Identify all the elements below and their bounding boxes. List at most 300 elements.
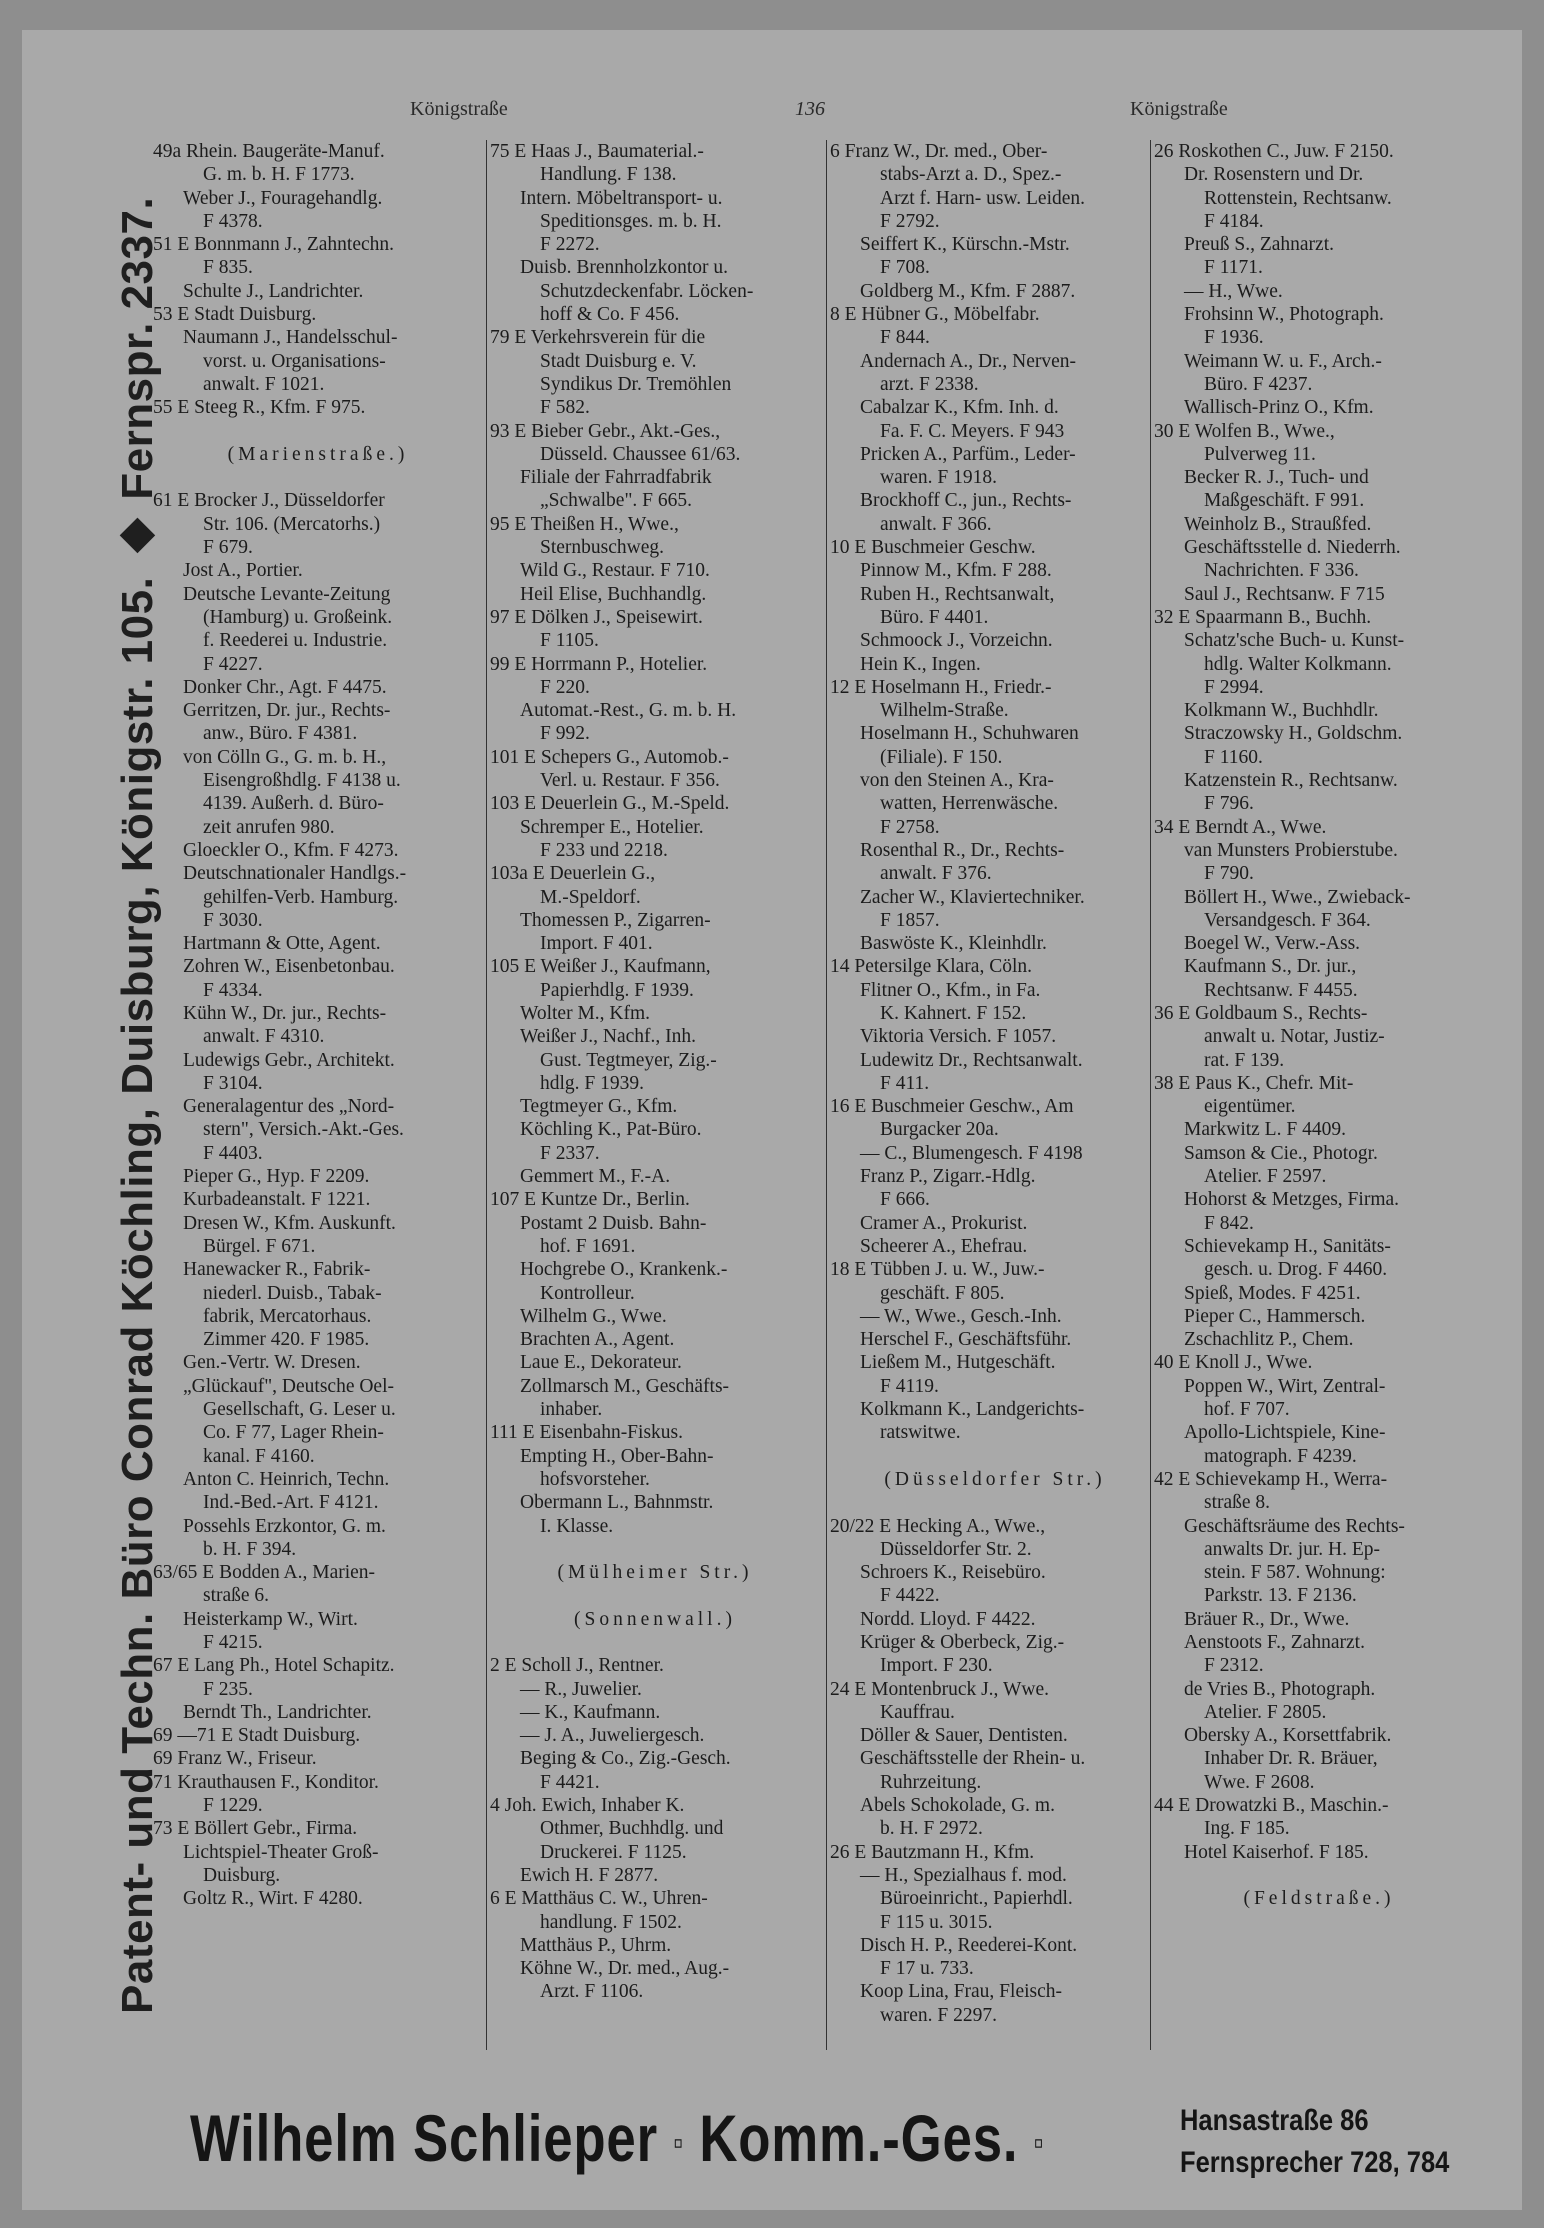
directory-line: 42 E Schievekamp H., Werra- bbox=[1154, 1468, 1388, 1490]
directory-line: Ewich H. F 2877. bbox=[520, 1864, 659, 1886]
directory-line: F 842. bbox=[1204, 1212, 1254, 1234]
directory-line: Koop Lina, Frau, Fleisch- bbox=[860, 1981, 1063, 2003]
square-ornament-icon: ▫ bbox=[673, 2124, 684, 2163]
spacer bbox=[830, 1491, 1160, 1514]
spacer bbox=[1154, 1864, 1484, 1887]
directory-line: Ruben H., Rechtsanwalt, bbox=[860, 583, 1055, 605]
directory-line: Tegtmeyer G., Kfm. bbox=[520, 1096, 678, 1118]
directory-line: F 235. bbox=[203, 1678, 253, 1700]
directory-line: hdlg. F 1939. bbox=[540, 1072, 645, 1094]
directory-line: Poppen W., Wirt, Zentral- bbox=[1184, 1375, 1386, 1397]
directory-line: F 796. bbox=[1204, 793, 1254, 815]
directory-line: hof. F 707. bbox=[1204, 1399, 1290, 1421]
directory-line: gesch. u. Drog. F 4460. bbox=[1204, 1259, 1388, 1281]
directory-line: Intern. Möbeltransport- u. bbox=[520, 187, 723, 209]
directory-line: Katzenstein R., Rechtsanw. bbox=[1184, 770, 1398, 792]
directory-line: F 4334. bbox=[203, 979, 263, 1001]
directory-line: Kauffrau. bbox=[880, 1701, 955, 1723]
directory-line: F 790. bbox=[1204, 863, 1254, 885]
directory-line: F 4403. bbox=[203, 1142, 263, 1164]
directory-line: Zollmarsch M., Geschäfts- bbox=[520, 1375, 730, 1397]
directory-line: Heil Elise, Buchhandlg. bbox=[520, 583, 707, 605]
directory-line: eigentümer. bbox=[1204, 1096, 1296, 1118]
directory-line: Pieper G., Hyp. F 2209. bbox=[183, 1166, 370, 1188]
directory-line: Import. F 401. bbox=[540, 933, 653, 955]
directory-line: ratswitwe. bbox=[880, 1422, 961, 1444]
directory-line: Laue E., Dekorateur. bbox=[520, 1352, 682, 1374]
directory-column-3 bbox=[830, 140, 1160, 2027]
directory-line: 95 E Theißen H., Wwe., bbox=[490, 513, 679, 535]
directory-line: 4 Joh. Ewich, Inhaber K. bbox=[490, 1795, 685, 1817]
directory-line: 20/22 E Hecking A., Wwe., bbox=[830, 1515, 1046, 1537]
directory-line: Aenstoots F., Zahnarzt. bbox=[1184, 1632, 1365, 1653]
directory-line: Versandgesch. F 364. bbox=[1204, 909, 1371, 931]
directory-line: straße 8. bbox=[1204, 1492, 1271, 1514]
directory-line: Gemmert M., F.-A. bbox=[520, 1166, 671, 1188]
directory-line: Generalagentur des „Nord- bbox=[183, 1096, 395, 1118]
directory-line: Ludewigs Gebr., Architekt. bbox=[183, 1049, 395, 1071]
directory-line: de Vries B., Photograph. bbox=[1184, 1678, 1376, 1700]
directory-line: Arzt f. Harn- usw. Leiden. bbox=[880, 187, 1086, 209]
directory-line: Disch H. P., Reederei-Kont. bbox=[860, 1934, 1078, 1956]
spacer bbox=[830, 1445, 1160, 1468]
directory-line: F 1229. bbox=[203, 1795, 263, 1817]
directory-line: fabrik, Mercatorhaus. bbox=[203, 1305, 372, 1327]
directory-line: F 4378. bbox=[203, 210, 263, 232]
directory-line: von den Steinen A., Kra- bbox=[860, 770, 1054, 792]
directory-line: 61 E Brocker J., Düsseldorfer bbox=[153, 490, 385, 512]
directory-line: Gesellschaft, G. Leser u. bbox=[203, 1399, 396, 1421]
directory-line: F 4215. bbox=[203, 1632, 263, 1653]
directory-line: F 2272. bbox=[540, 234, 600, 256]
directory-line: Speditionsges. m. b. H. bbox=[540, 210, 722, 232]
directory-line: Dresen W., Kfm. Auskunft. bbox=[183, 1212, 396, 1234]
directory-line: Druckerei. F 1125. bbox=[540, 1841, 687, 1863]
directory-column-4 bbox=[1154, 140, 1484, 1911]
directory-line: — R., Juwelier. bbox=[520, 1678, 642, 1700]
directory-line: 34 E Berndt A., Wwe. bbox=[1154, 816, 1327, 838]
directory-line: Postamt 2 Duisb. Bahn- bbox=[520, 1212, 707, 1234]
directory-line: Ließem M., Hutgeschäft. bbox=[860, 1352, 1056, 1374]
directory-line: Ruhrzeitung. bbox=[880, 1771, 982, 1793]
directory-line: Anton C. Heinrich, Techn. bbox=[183, 1468, 390, 1490]
directory-line: F 2758. bbox=[880, 816, 940, 838]
directory-line: 14 Petersilge Klara, Cöln. bbox=[830, 956, 1032, 978]
directory-line: F 220. bbox=[540, 676, 590, 698]
directory-line: 53 E Stadt Duisburg. bbox=[153, 304, 317, 326]
directory-line: F 2312. bbox=[1204, 1655, 1264, 1677]
directory-line: F 4184. bbox=[1204, 210, 1264, 232]
directory-line: niederl. Duisb., Tabak- bbox=[203, 1282, 382, 1304]
ad-company-name: Wilhelm Schlieper bbox=[190, 2101, 658, 2175]
directory-line: waren. F 1918. bbox=[880, 467, 997, 489]
directory-line: kanal. F 4160. bbox=[203, 1445, 315, 1467]
directory-line: Parkstr. 13. F 2136. bbox=[1204, 1585, 1357, 1607]
directory-line: 69 —71 E Stadt Duisburg. bbox=[153, 1725, 361, 1747]
directory-line: Schulte J., Landrichter. bbox=[183, 280, 364, 302]
directory-line: Inhaber Dr. R. Bräuer, bbox=[1204, 1748, 1378, 1770]
directory-line: Büro. F 4401. bbox=[880, 606, 989, 628]
directory-line: Rechtsanw. F 4455. bbox=[1204, 979, 1358, 1001]
directory-line: — K., Kaufmann. bbox=[520, 1701, 661, 1723]
directory-line: Hartmann & Otte, Agent. bbox=[183, 933, 381, 955]
directory-line: F 708. bbox=[880, 257, 930, 279]
directory-line: Kolkmann W., Buchhdlr. bbox=[1184, 700, 1379, 722]
directory-line: Brockhoff C., jun., Rechts- bbox=[860, 490, 1072, 512]
directory-line: Gust. Tegtmeyer, Zig.- bbox=[540, 1049, 717, 1071]
directory-line: Viktoria Versich. F 1057. bbox=[860, 1026, 1057, 1048]
directory-line: Schroers K., Reisebüro. bbox=[860, 1562, 1046, 1584]
directory-line: anwalt. F 4310. bbox=[203, 1026, 325, 1048]
ad-company-type: Komm.-Ges. bbox=[699, 2101, 1019, 2175]
directory-line: Schmoock J., Vorzeichn. bbox=[860, 630, 1053, 652]
directory-line: F 1171. bbox=[1204, 257, 1263, 279]
directory-line: „Glückauf", Deutsche Oel- bbox=[183, 1375, 394, 1397]
directory-line: 55 E Steeg R., Kfm. F 975. bbox=[153, 397, 366, 419]
directory-line: 24 E Montenbruck J., Wwe. bbox=[830, 1678, 1049, 1700]
directory-line: f. Reederei u. Industrie. bbox=[203, 630, 388, 652]
directory-line: Duisb. Brennholzkontor u. bbox=[520, 257, 728, 279]
directory-line: anw., Büro. F 4381. bbox=[203, 723, 358, 745]
directory-line: Matthäus P., Uhrm. bbox=[520, 1934, 672, 1956]
directory-line: Bürgel. F 671. bbox=[203, 1235, 316, 1257]
directory-line: F 3030. bbox=[203, 909, 263, 931]
directory-line: Dr. Rosenstern und Dr. bbox=[1184, 164, 1364, 186]
directory-line: Frohsinn W., Photograph. bbox=[1184, 304, 1384, 326]
directory-line: Spieß, Modes. F 4251. bbox=[1184, 1282, 1361, 1304]
ad-address: Hansastraße 86 bbox=[1180, 2104, 1369, 2137]
side-advertisement: Patent- und Techn. Büro Conrad Köchling, Duisburg, Königstr. 105. ◆ Fernspr. 2337. bbox=[113, 196, 162, 2014]
directory-line: (Hamburg) u. Großeink. bbox=[203, 606, 393, 628]
directory-line: Geschäftsräume des Rechts- bbox=[1184, 1515, 1405, 1537]
directory-line: Empting H., Ober-Bahn- bbox=[520, 1445, 714, 1467]
directory-line: Flitner O., Kfm., in Fa. bbox=[860, 979, 1041, 1001]
directory-line: Hotel Kaiserhof. F 185. bbox=[1184, 1841, 1369, 1863]
directory-line: 4139. Außerh. d. Büro- bbox=[203, 793, 384, 815]
directory-line: Becker R. J., Tuch- und bbox=[1184, 467, 1369, 489]
directory-line: 26 Roskothen C., Juw. F 2150. bbox=[1154, 141, 1394, 162]
directory-line: (Filiale). F 150. bbox=[880, 746, 1003, 768]
directory-line: Büroeinricht., Papierhdl. bbox=[880, 1888, 1073, 1910]
directory-line: Kontrolleur. bbox=[540, 1282, 635, 1304]
directory-line: Krüger & Oberbeck, Zig.- bbox=[860, 1632, 1065, 1653]
directory-line: F 2792. bbox=[880, 210, 940, 232]
directory-line: Heisterkamp W., Wirt. bbox=[183, 1608, 358, 1630]
directory-line: Abels Schokolade, G. m. bbox=[860, 1795, 1055, 1817]
directory-line: Import. F 230. bbox=[880, 1655, 993, 1677]
directory-line: F 844. bbox=[880, 327, 930, 349]
header-street-right: Königstraße bbox=[1130, 98, 1228, 120]
directory-line: 2 E Scholl J., Rentner. bbox=[490, 1655, 664, 1677]
ad-phone: Fernsprecher 728, 784 bbox=[1180, 2146, 1450, 2179]
directory-line: Duisburg. bbox=[203, 1864, 281, 1886]
directory-line: Kaufmann S., Dr. jur., bbox=[1184, 956, 1357, 978]
directory-line: 12 E Hoselmann H., Friedr.- bbox=[830, 676, 1052, 698]
directory-line: stabs-Arzt a. D., Spez.- bbox=[880, 164, 1062, 186]
bottom-advertisement bbox=[190, 2100, 1490, 2200]
directory-line: Goltz R., Wirt. F 4280. bbox=[183, 1888, 363, 1910]
directory-line: Burgacker 20a. bbox=[880, 1119, 999, 1141]
directory-line: Jost A., Portier. bbox=[183, 560, 303, 582]
directory-line: hofsvorsteher. bbox=[540, 1468, 650, 1490]
directory-line: Ing. F 185. bbox=[1204, 1818, 1290, 1840]
directory-line: 40 E Knoll J., Wwe. bbox=[1154, 1352, 1313, 1374]
directory-line: Atelier. F 2597. bbox=[1204, 1166, 1327, 1188]
directory-line: stein. F 587. Wohnung: bbox=[1204, 1562, 1386, 1584]
directory-line: Düsseld. Chaussee 61/63. bbox=[540, 443, 741, 465]
directory-line: Pulverweg 11. bbox=[1204, 443, 1316, 465]
street-heading: (Sonnenwall.) bbox=[574, 1608, 736, 1630]
directory-line: 103a E Deuerlein G., bbox=[490, 863, 656, 885]
directory-line: Hoselmann H., Schuhwaren bbox=[860, 723, 1079, 745]
directory-line: vorst. u. Organisations- bbox=[203, 350, 386, 372]
spacer bbox=[490, 1538, 820, 1561]
directory-line: Automat.-Rest., G. m. b. H. bbox=[520, 700, 737, 722]
directory-line: Düsseldorfer Str. 2. bbox=[880, 1538, 1032, 1560]
directory-line: Pieper C., Hammersch. bbox=[1184, 1305, 1366, 1327]
ad-company-line bbox=[190, 2100, 1044, 2176]
directory-line: anwalt. F 366. bbox=[880, 513, 992, 535]
directory-line: Weimann W. u. F., Arch.- bbox=[1184, 350, 1382, 372]
directory-line: Obersky A., Korsettfabrik. bbox=[1184, 1725, 1392, 1747]
street-heading: (Düsseldorfer Str.) bbox=[884, 1468, 1106, 1490]
directory-line: Wilhelm-Straße. bbox=[880, 700, 1009, 722]
directory-line: F 1105. bbox=[540, 630, 599, 652]
directory-line: Saul J., Rechtsanw. F 715 bbox=[1184, 583, 1385, 605]
directory-line: Gen.-Vertr. W. Dresen. bbox=[183, 1352, 361, 1374]
directory-line: 103 E Deuerlein G., M.-Speld. bbox=[490, 793, 730, 815]
directory-line: Handlung. F 138. bbox=[540, 164, 677, 186]
directory-line: Döller & Sauer, Dentisten. bbox=[860, 1725, 1068, 1747]
directory-line: Filiale der Fahrradfabrik bbox=[520, 467, 712, 489]
directory-line: Naumann J., Handelsschul- bbox=[183, 327, 398, 349]
directory-line: Sternbuschweg. bbox=[540, 537, 665, 559]
directory-line: Wolter M., Kfm. bbox=[520, 1002, 651, 1024]
directory-line: watten, Herrenwäsche. bbox=[880, 793, 1059, 815]
directory-line: Berndt Th., Landrichter. bbox=[183, 1701, 372, 1723]
directory-line: 26 E Bautzmann H., Kfm. bbox=[830, 1841, 1035, 1863]
directory-line: straße 6. bbox=[203, 1585, 270, 1607]
directory-line: matograph. F 4239. bbox=[1204, 1445, 1357, 1467]
directory-line: Büro. F 4237. bbox=[1204, 373, 1313, 395]
directory-line: Samson & Cie., Photogr. bbox=[1184, 1142, 1378, 1164]
directory-line: von Cölln G., G. m. b. H., bbox=[183, 746, 387, 768]
directory-line: Cabalzar K., Kfm. Inh. d. bbox=[860, 397, 1059, 419]
directory-line: 18 E Tübben J. u. W., Juw.- bbox=[830, 1259, 1045, 1281]
directory-line: rat. F 139. bbox=[1204, 1049, 1285, 1071]
directory-line: Papierhdlg. F 1939. bbox=[540, 979, 694, 1001]
directory-line: 8 E Hübner G., Möbelfabr. bbox=[830, 304, 1040, 326]
directory-line: 36 E Goldbaum S., Rechts- bbox=[1154, 1002, 1368, 1024]
directory-line: Ind.-Bed.-Art. F 4121. bbox=[203, 1492, 379, 1514]
directory-line: Schievekamp H., Sanitäts- bbox=[1184, 1235, 1391, 1257]
directory-line: Ludewitz Dr., Rechtsanwalt. bbox=[860, 1049, 1083, 1071]
street-heading: (Feldstraße.) bbox=[1243, 1888, 1395, 1910]
directory-line: 75 E Haas J., Baumaterial.- bbox=[490, 141, 704, 162]
directory-line: I. Klasse. bbox=[540, 1515, 614, 1537]
directory-line: b. H. F 2972. bbox=[880, 1818, 983, 1840]
directory-line: F 679. bbox=[203, 537, 253, 559]
directory-line: Scheerer A., Ehefrau. bbox=[860, 1235, 1028, 1257]
directory-line: Bräuer R., Dr., Wwe. bbox=[1184, 1608, 1350, 1630]
directory-line: 105 E Weißer J., Kaufmann, bbox=[490, 956, 711, 978]
directory-line: Rottenstein, Rechtsanw. bbox=[1204, 187, 1392, 209]
directory-line: F 4422. bbox=[880, 1585, 940, 1607]
spacer bbox=[153, 466, 483, 489]
directory-line: Maßgeschäft. F 991. bbox=[1204, 490, 1365, 512]
directory-line: Nordd. Lloyd. F 4422. bbox=[860, 1608, 1036, 1630]
directory-line: Pinnow M., Kfm. F 288. bbox=[860, 560, 1052, 582]
directory-line: Schatz'sche Buch- u. Kunst- bbox=[1184, 630, 1405, 652]
header-street-left: Königstraße bbox=[410, 98, 508, 120]
directory-line: Deutsche Levante-Zeitung bbox=[183, 583, 391, 605]
directory-line: Syndikus Dr. Tremöhlen bbox=[540, 373, 732, 395]
directory-line: Arzt. F 1106. bbox=[540, 1981, 644, 2003]
directory-line: 38 E Paus K., Chefr. Mit- bbox=[1154, 1072, 1354, 1094]
directory-line: F 115 u. 3015. bbox=[880, 1911, 993, 1933]
directory-line: Weber J., Fouragehandlg. bbox=[183, 187, 383, 209]
directory-line: Hein K., Ingen. bbox=[860, 653, 981, 675]
directory-line: Schutzdeckenfabr. Löcken- bbox=[540, 280, 754, 302]
directory-line: 93 E Bieber Gebr., Akt.-Ges., bbox=[490, 420, 721, 442]
directory-line: Atelier. F 2805. bbox=[1204, 1701, 1327, 1723]
directory-line: F 1160. bbox=[1204, 746, 1263, 768]
directory-line: — J. A., Juweliergesch. bbox=[520, 1725, 705, 1747]
directory-line: Kolkmann K., Landgerichts- bbox=[860, 1399, 1085, 1421]
directory-line: Geschäftsstelle der Rhein- u. bbox=[860, 1748, 1086, 1770]
directory-line: F 4227. bbox=[203, 653, 263, 675]
directory-line: F 666. bbox=[880, 1189, 930, 1211]
directory-line: Goldberg M., Kfm. F 2887. bbox=[860, 280, 1076, 302]
directory-line: van Munsters Probierstube. bbox=[1184, 839, 1398, 861]
directory-line: Lichtspiel-Theater Groß- bbox=[183, 1841, 379, 1863]
directory-line: stern", Versich.-Akt.-Ges. bbox=[203, 1119, 404, 1141]
directory-line: Fa. F. C. Meyers. F 943 bbox=[880, 420, 1065, 442]
directory-line: Apollo-Lichtspiele, Kine- bbox=[1184, 1422, 1386, 1444]
directory-line: „Schwalbe". F 665. bbox=[540, 490, 693, 512]
directory-line: F 3104. bbox=[203, 1072, 263, 1094]
directory-line: Deutschnationaler Handlgs.- bbox=[183, 863, 407, 885]
directory-line: 107 E Kuntze Dr., Berlin. bbox=[490, 1189, 690, 1211]
directory-line: F 411. bbox=[880, 1072, 930, 1094]
directory-line: — W., Wwe., Gesch.-Inh. bbox=[860, 1305, 1062, 1327]
directory-line: waren. F 2297. bbox=[880, 2004, 997, 2026]
directory-line: Preuß S., Zahnarzt. bbox=[1184, 234, 1335, 256]
directory-line: — H., Spezialhaus f. mod. bbox=[860, 1864, 1067, 1886]
directory-line: Hanewacker R., Fabrik- bbox=[183, 1259, 371, 1281]
directory-line: gehilfen-Verb. Hamburg. bbox=[203, 886, 399, 908]
street-heading: (Mülheimer Str.) bbox=[557, 1562, 753, 1584]
directory-line: Boegel W., Verw.-Ass. bbox=[1184, 933, 1361, 955]
directory-line: Zschachlitz P., Chem. bbox=[1184, 1329, 1354, 1351]
directory-line: Weinholz B., Straußfed. bbox=[1184, 513, 1372, 535]
directory-line: G. m. b. H. F 1773. bbox=[203, 164, 355, 186]
directory-line: Herschel F., Geschäftsführ. bbox=[860, 1329, 1072, 1351]
directory-line: Kühn W., Dr. jur., Rechts- bbox=[183, 1002, 387, 1024]
directory-line: F 2337. bbox=[540, 1142, 600, 1164]
directory-line: 16 E Buschmeier Geschw., Am bbox=[830, 1096, 1074, 1118]
directory-line: Markwitz L. F 4409. bbox=[1184, 1119, 1346, 1141]
directory-line: 99 E Horrmann P., Hotelier. bbox=[490, 653, 708, 675]
directory-line: Zimmer 420. F 1985. bbox=[203, 1329, 370, 1351]
square-ornament-icon: ▫ bbox=[1033, 2124, 1045, 2163]
directory-line: F 1936. bbox=[1204, 327, 1264, 349]
spacer bbox=[153, 420, 483, 443]
directory-line: 63/65 E Bodden A., Marien- bbox=[153, 1562, 376, 1584]
directory-line: Weißer J., Nachf., Inh. bbox=[520, 1026, 697, 1048]
directory-line: Kurbadeanstalt. F 1221. bbox=[183, 1189, 371, 1211]
directory-line: Wallisch-Prinz O., Kfm. bbox=[1184, 397, 1374, 419]
directory-line: Köhne W., Dr. med., Aug.- bbox=[520, 1958, 730, 1980]
directory-line: Nachrichten. F 336. bbox=[1204, 560, 1359, 582]
column-divider bbox=[826, 140, 827, 2050]
directory-line: anwalts Dr. jur. H. Ep- bbox=[1204, 1538, 1381, 1560]
directory-line: 51 E Bonnmann J., Zahntechn. bbox=[153, 234, 394, 256]
column-divider bbox=[1150, 140, 1151, 2050]
directory-line: Rosenthal R., Dr., Rechts- bbox=[860, 839, 1065, 861]
directory-line: handlung. F 1502. bbox=[540, 1911, 682, 1933]
directory-line: arzt. F 2338. bbox=[880, 373, 979, 395]
directory-line: inhaber. bbox=[540, 1399, 603, 1421]
directory-line: F 1857. bbox=[880, 909, 940, 931]
directory-line: 49a Rhein. Baugeräte-Manuf. bbox=[153, 141, 385, 162]
spacer bbox=[490, 1584, 820, 1607]
directory-line: 44 E Drowatzki B., Maschin.- bbox=[1154, 1795, 1389, 1817]
directory-line: Andernach A., Dr., Nerven- bbox=[860, 350, 1077, 372]
directory-line: Zacher W., Klaviertechniker. bbox=[860, 886, 1085, 908]
directory-line: Schremper E., Hotelier. bbox=[520, 816, 704, 838]
directory-line: 101 E Schepers G., Automob.- bbox=[490, 746, 729, 768]
street-heading: (Marienstraße.) bbox=[227, 443, 409, 465]
directory-line: F 4421. bbox=[540, 1771, 600, 1793]
directory-line: geschäft. F 805. bbox=[880, 1282, 1005, 1304]
page-number: 136 bbox=[795, 98, 825, 120]
directory-line: Seiffert K., Kürschn.-Mstr. bbox=[860, 234, 1070, 256]
directory-line: Gloeckler O., Kfm. F 4273. bbox=[183, 839, 399, 861]
directory-line: Stadt Duisburg e. V. bbox=[540, 350, 697, 372]
directory-line: Brachten A., Agent. bbox=[520, 1329, 675, 1351]
directory-line: Obermann L., Bahnmstr. bbox=[520, 1492, 714, 1514]
directory-column-1 bbox=[153, 140, 483, 1911]
directory-line: Cramer A., Prokurist. bbox=[860, 1212, 1028, 1234]
directory-line: Wild G., Restaur. F 710. bbox=[520, 560, 710, 582]
directory-line: 32 E Spaarmann B., Buchh. bbox=[1154, 606, 1372, 628]
directory-line: — H., Wwe. bbox=[1184, 280, 1283, 302]
directory-line: Wilhelm G., Wwe. bbox=[520, 1305, 667, 1327]
directory-line: zeit anrufen 980. bbox=[203, 816, 335, 838]
directory-line: anwalt. F 1021. bbox=[203, 373, 325, 395]
directory-line: Str. 106. (Mercatorhs.) bbox=[203, 513, 381, 535]
directory-line: Zohren W., Eisenbetonbau. bbox=[183, 956, 395, 978]
directory-line: 111 E Eisenbahn-Fiskus. bbox=[490, 1422, 684, 1444]
directory-line: anwalt u. Notar, Justiz- bbox=[1204, 1026, 1385, 1048]
directory-line: hdlg. Walter Kolkmann. bbox=[1204, 653, 1392, 675]
directory-line: M.-Speldorf. bbox=[540, 886, 641, 908]
directory-line: Köchling K., Pat-Büro. bbox=[520, 1119, 702, 1141]
directory-line: 6 Franz W., Dr. med., Ober- bbox=[830, 141, 1048, 162]
directory-line: — C., Blumengesch. F 4198 bbox=[860, 1142, 1083, 1164]
directory-line: 6 E Matthäus C. W., Uhren- bbox=[490, 1888, 708, 1910]
directory-line: Pricken A., Parfüm., Leder- bbox=[860, 443, 1076, 465]
directory-line: Donker Chr., Agt. F 4475. bbox=[183, 676, 387, 698]
directory-line: F 835. bbox=[203, 257, 253, 279]
directory-line: hof. F 1691. bbox=[540, 1235, 636, 1257]
directory-line: F 17 u. 733. bbox=[880, 1958, 974, 1980]
directory-line: F 4119. bbox=[880, 1375, 939, 1397]
directory-line: 71 Krauthausen F., Konditor. bbox=[153, 1771, 379, 1793]
directory-line: Hochgrebe O., Krankenk.- bbox=[520, 1259, 728, 1281]
directory-column-2 bbox=[490, 140, 820, 2004]
